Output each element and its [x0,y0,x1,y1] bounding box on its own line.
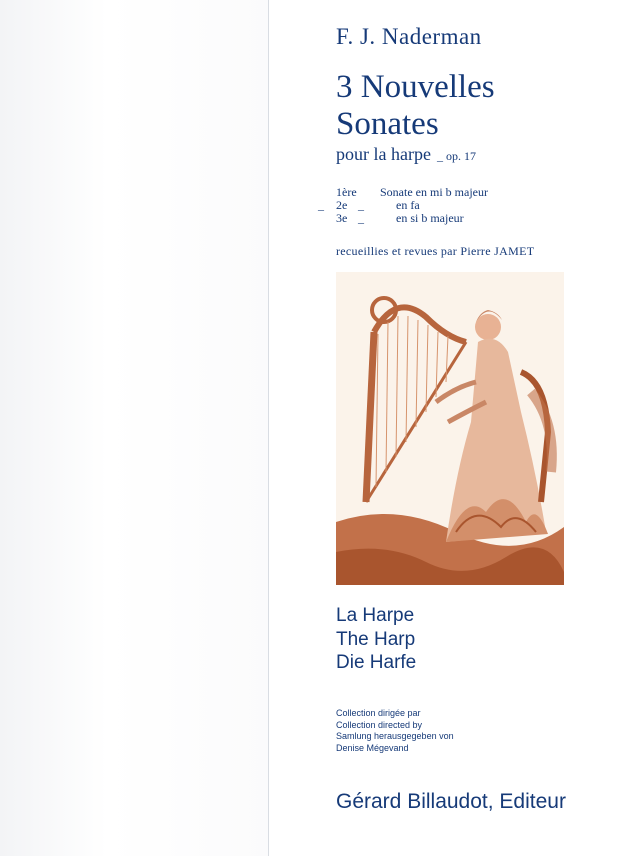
sonata-number: 2e [336,198,348,212]
sonata-item [318,198,488,212]
sonata-label: en fa [396,198,420,212]
title-line-1: 3 Nouvelles [336,69,495,105]
collection-line: Denise Mégevand [336,742,409,753]
sonata-number: 3e [336,211,348,225]
series-title-de: Die Harfe [336,652,417,673]
collection-line: Collection dirigée par [336,708,421,718]
harpist-illustration [336,272,564,585]
collection-line: Collection directed by [336,719,423,730]
ditto-dash: _ [358,211,364,225]
harpist-engraving [336,272,564,585]
ditto-dash: _ [358,198,364,212]
sonata-item [336,212,488,225]
subtitle [336,144,476,165]
series-title [336,604,416,675]
spine-fold [268,0,269,856]
sonata-number: 1ère [336,185,357,199]
collection-line: Samlung herausgegeben von [336,731,454,741]
opus-number: _ op. 17 [436,149,476,163]
publisher-name: Gérard Billaudot, Editeur [336,790,566,813]
sonata-label: en si b majeur [396,211,464,225]
collection-credit [336,708,454,754]
series-title-fr: La Harpe [336,605,415,626]
composer-name: F. J. Naderman [336,24,482,49]
sonata-label: Sonate en mi b majeur [380,185,488,199]
sonata-list [318,185,488,225]
subtitle-text: pour la harpe [336,144,431,164]
marker-dash: _ [318,198,324,212]
editor-credit: recueillies et revues par Pierre JAMET [336,244,535,258]
back-cover-panel [0,0,268,856]
series-title-en: The Harp [336,628,416,650]
title-line-2: Sonates [336,106,439,142]
